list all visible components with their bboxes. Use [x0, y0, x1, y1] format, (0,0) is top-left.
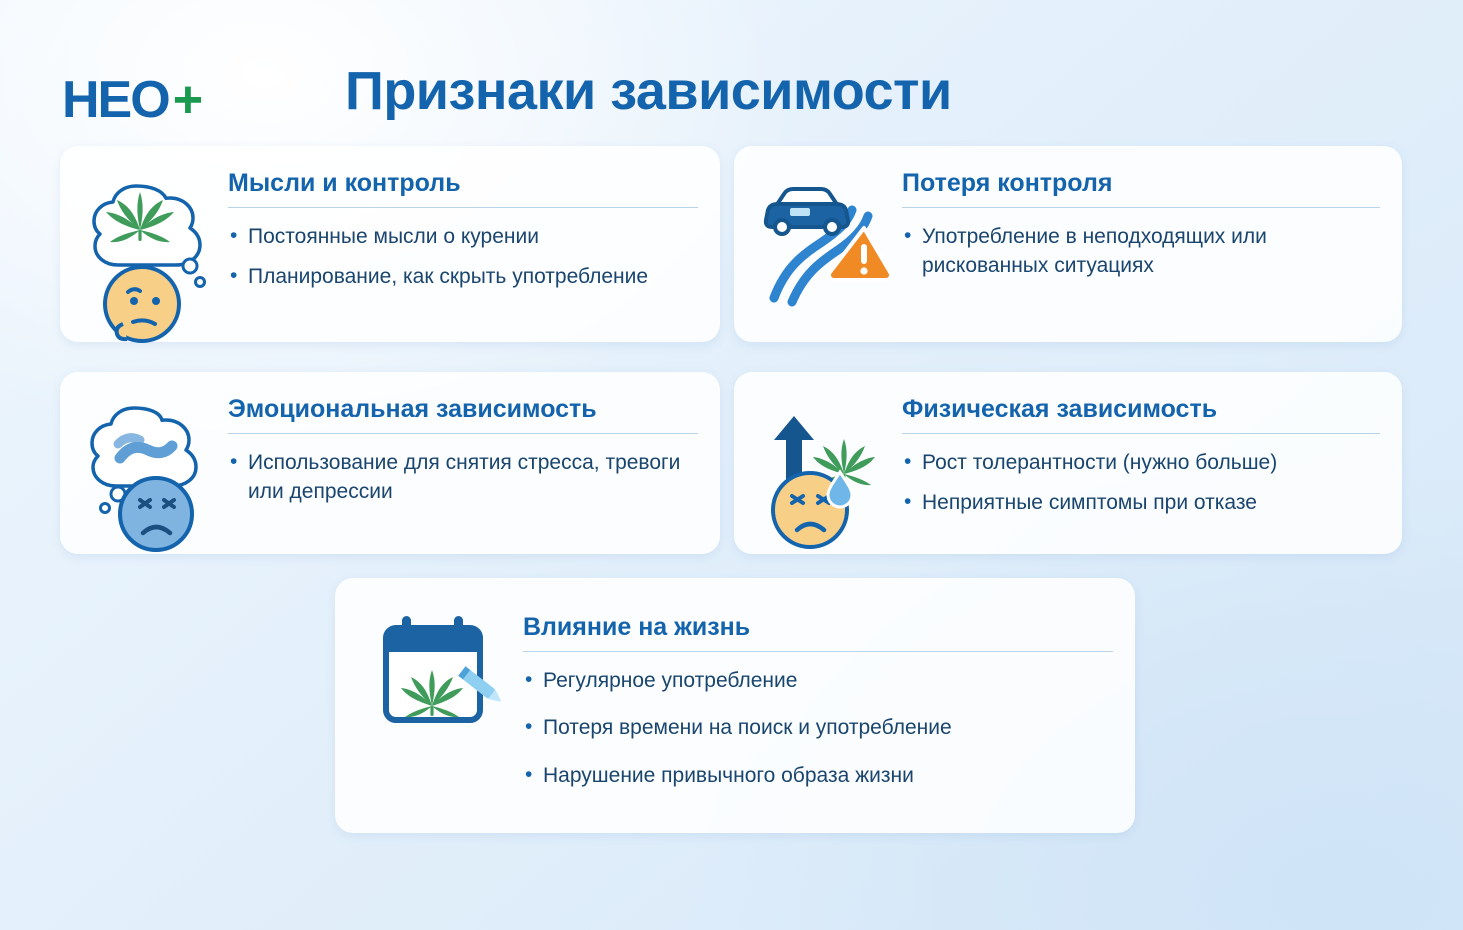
title-divider [902, 433, 1380, 434]
card-loss-of-control [734, 146, 1402, 342]
card-content [523, 596, 1113, 815]
list-item: • Планирование, как скрыть употребление [228, 262, 698, 292]
bullet-list [902, 222, 1380, 282]
header [0, 38, 1463, 129]
card-title: Эмоциональная зависимость [228, 395, 597, 423]
logo [62, 71, 204, 129]
sweating-face-arrow-up-leaf-icon [752, 396, 902, 556]
icon-container [353, 596, 523, 815]
bullet-list [902, 448, 1380, 519]
icon-container [752, 390, 902, 536]
title-divider [902, 207, 1380, 208]
card-title: Влияние на жизнь [523, 613, 751, 641]
sad-face-cloud-thought-icon [78, 396, 228, 556]
page-title: Признаки зависимости [345, 61, 952, 121]
list-item: • Постоянные мысли о курении [228, 222, 698, 252]
icon-container [78, 164, 228, 324]
title-divider [228, 433, 698, 434]
thinking-face-cannabis-thought-icon [78, 170, 228, 345]
card-content [902, 390, 1380, 536]
list-item: • Регулярное употребление [523, 666, 1113, 696]
card-impact-on-life [335, 578, 1135, 833]
bullet-list [523, 666, 1113, 791]
card-content [902, 164, 1380, 324]
title-divider [228, 207, 698, 208]
card-thoughts-and-control [60, 146, 720, 342]
card-emotional-dependence [60, 372, 720, 554]
list-item: • Потеря времени на поиск и употребление [523, 713, 1113, 743]
logo-plus-icon: + [172, 71, 204, 129]
bullet-list [228, 222, 698, 293]
list-item: • Рост толерантности (нужно больше) [902, 448, 1380, 478]
icon-container [752, 164, 902, 324]
title-divider [523, 651, 1113, 652]
card-title: Физическая зависимость [902, 395, 1218, 423]
list-item: • Неприятные симптомы при отказе [902, 488, 1380, 518]
calendar-leaf-icon [368, 610, 508, 740]
card-content [228, 390, 698, 536]
card-content [228, 164, 698, 324]
card-title: Мысли и контроль [228, 169, 461, 197]
card-physical-dependence [734, 372, 1402, 554]
logo-text: HEO [62, 71, 169, 129]
list-item: • Использование для снятия стресса, тревоги или депрессии [228, 448, 698, 508]
list-item: • Употребление в неподходящих или рискованных ситуациях [902, 222, 1380, 282]
bullet-list [228, 448, 698, 508]
icon-container [78, 390, 228, 536]
list-item: • Нарушение привычного образа жизни [523, 761, 1113, 791]
car-road-warning-icon [752, 170, 902, 320]
card-title: Потеря контроля [902, 169, 1113, 197]
